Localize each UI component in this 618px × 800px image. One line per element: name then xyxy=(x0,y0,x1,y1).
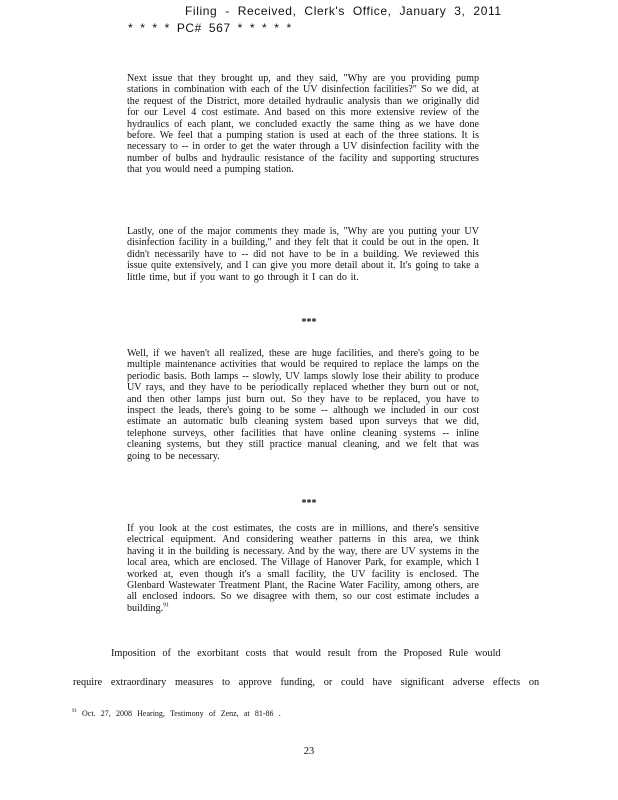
quote-paragraph-text: If you look at the cost estimates, the costs are in millions, and there's sensitive electrical equipment. And considering weather patterns in this area, we think having it in the building is necessary. And by the way, there are UV systems in the local area, which are enclosed. The Village of Hanover Park, for example, which I worked at, even though it's a small facility, the UV facility is enclosed. The Glenbard Wastewater Treatment Plant, the Racine Water Facility, among others, are all enclosed indoors. So we disagree with them, so our cost estimate includes a building. xyxy=(127,523,479,614)
footnote-marker: 91 xyxy=(72,709,77,715)
footnote-reference: 91 xyxy=(163,602,170,609)
filing-header: Filing - Received, Clerk's Office, January 3, 2011 xyxy=(185,4,502,18)
pc-number-line: * * * * PC# 567 * * * * * xyxy=(128,21,292,35)
footnote-text: Oct. 27, 2008 Hearing, Testimony of Zenz, at 81-86 . xyxy=(82,709,281,718)
quote-paragraph-building: Lastly, one of the major comments they made is, "Why are you putting your UV disinfection facility in a building," and they felt that it could be out in the open. It didn't necessarily have to -- did not have to be in a building. We reviewed this issue quite extensively, and I can give you more detail about it. It's going to take a little time, but if you want to go through it I can do it. xyxy=(127,226,479,283)
quote-paragraph-maintenance: Well, if we haven't all realized, these are huge facilities, and there's going to be multiple maintenance activities that would be required to replace the lamps on the periodic basis. Both lamps -- slowly, UV lamps slowly lose their ability to produce UV rays, and they have to be periodically replaced whether they burn out or not, and then other lamps just burn out. So they have to be replaced, you have to inspect the leads, there's going to be some -- although we included in our cost estimate an automatic bulb cleaning system based upon surveys that we did, telephone surveys, other facilities that have online cleaning systems -- inline cleaning systems, but they still practice manual cleaning, and we felt that was going to be necessary. xyxy=(127,348,479,462)
section-break: *** xyxy=(301,498,317,509)
page-number: 23 xyxy=(303,746,315,757)
quote-paragraph-pump-stations: Next issue that they brought up, and they said, "Why are you providing pump stations in combination with each of the UV disinfection facilities?" So we did, at the request of the District, more detailed hydraulic analysis than we originally did for our Level 4 cost estimate. And based on this more extensive review of the hydraulics of each plant, we concluded exactly the same thing as we have done before. We feel that a pumping station is used at each of the three stations. It is necessary to -- in order to get the water through a UV disinfection facility with the number of bulbs and hydraulic resistance of the facility and supporting structures that you would need a pumping station. xyxy=(127,73,479,176)
body-text-line: Imposition of the exorbitant costs that would result from the Proposed Rule would xyxy=(111,648,501,659)
footnote xyxy=(72,709,281,718)
body-text-line: require extraordinary measures to approve funding, or could have significant adverse effects on xyxy=(73,677,540,688)
quote-paragraph-cost-estimates xyxy=(127,523,479,614)
section-break: *** xyxy=(301,317,317,328)
